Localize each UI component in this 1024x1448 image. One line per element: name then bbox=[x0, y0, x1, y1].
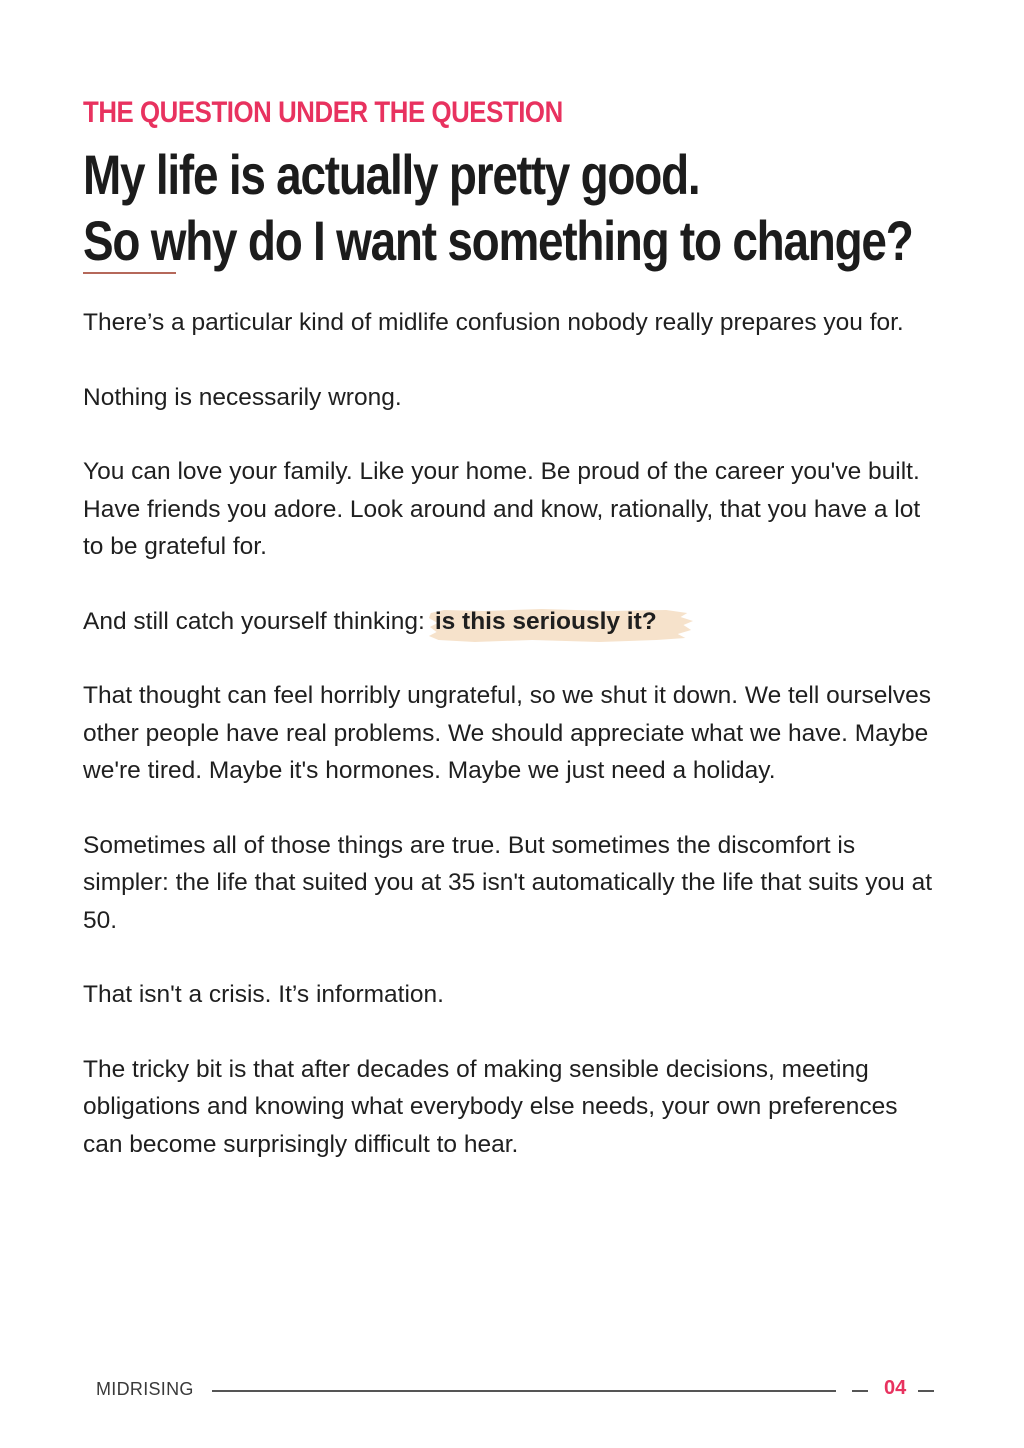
paragraph-7: That isn't a crisis. It’s information. bbox=[83, 981, 444, 1008]
headline-line-1: My life is actually pretty good. bbox=[83, 143, 700, 206]
paragraph-4-lead: And still catch yourself thinking: bbox=[83, 607, 425, 635]
headline-underline bbox=[83, 272, 176, 274]
paragraph-8: The tricky bit is that after decades of making sensible decisions, meeting obligations and knowing what everybody else needs, your own preferences can become surprisingly difficult to hear. bbox=[83, 1055, 898, 1158]
page-headline bbox=[83, 142, 913, 274]
page-footer bbox=[96, 1375, 936, 1405]
paragraph-6: Sometimes all of those things are true. But sometimes the discomfort is simpler: the life that suited you at 35 isn't automatically the life that suits you at 50. bbox=[83, 831, 933, 934]
highlight-text: is this seriously it? bbox=[434, 607, 657, 635]
paragraph-5: That thought can feel horribly ungrateful, so we shut it down. We tell ourselves other people have real problems. We should appreciate what we have. Maybe we're tired. Maybe it's hormones. Maybe we just need a holiday. bbox=[83, 682, 931, 784]
paragraph-2: Nothing is necessarily wrong. bbox=[83, 383, 402, 411]
page-number-dash-right bbox=[918, 1390, 934, 1392]
footer-divider bbox=[212, 1390, 836, 1392]
paragraph-4 bbox=[83, 603, 933, 641]
page-number: 04 bbox=[884, 1377, 907, 1399]
highlighted-question bbox=[427, 603, 695, 641]
headline-line-2: So why do I want something to change? bbox=[83, 209, 913, 272]
paragraph-3: You can love your family. Like your home. Be proud of the career you've built. Have friends you adore. Look around and know, rationally, that you have a lot to be grateful for. bbox=[83, 458, 921, 560]
body-text bbox=[83, 304, 933, 1200]
page-number-dash-left bbox=[852, 1390, 868, 1392]
section-eyebrow: THE QUESTION UNDER THE QUESTION bbox=[83, 96, 563, 129]
paragraph-1: There’s a particular kind of midlife confusion nobody really prepares you for. bbox=[83, 309, 904, 336]
footer-brand: MIDRISING bbox=[96, 1379, 194, 1399]
